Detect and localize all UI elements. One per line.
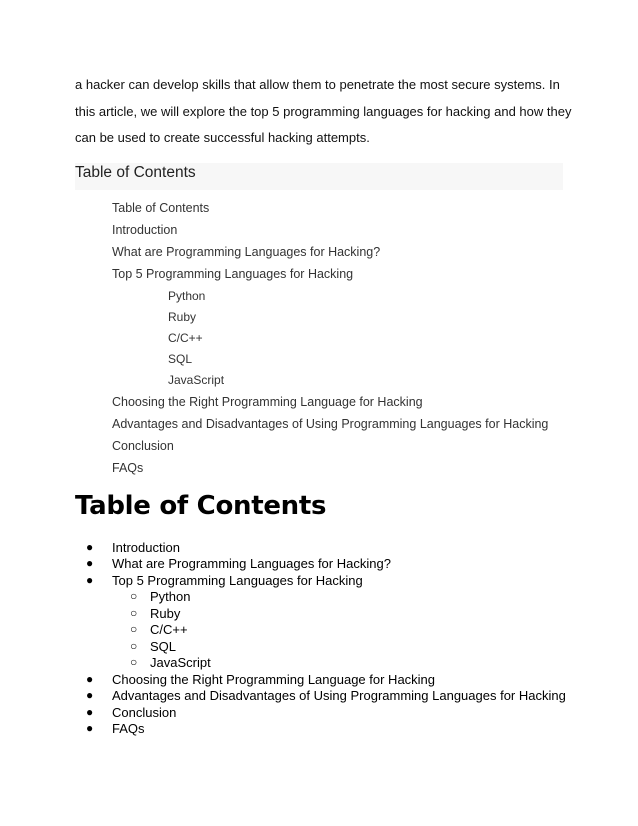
toc-link[interactable]: Advantages and Disadvantages of Using Programming Languages for Hacking [112,417,549,431]
bullet-text: FAQs [112,721,145,736]
bullet-text: SQL [150,639,177,654]
intro-line: a hacker can develop skills that allow them to penetrate the most secure systems. In [75,77,560,92]
bullet-text: JavaScript [150,655,211,670]
circle-bullet-icon: ○ [130,655,138,669]
sub-bullet-item [130,639,177,654]
bullet-item [86,721,145,736]
bullet-text: Conclusion [112,705,177,720]
bullet-item [86,556,391,571]
bullet-text: Python [150,589,191,604]
toc-sub-link[interactable]: Python [168,289,206,303]
bullet-text: Top 5 Programming Languages for Hacking [112,573,363,588]
bullet-item [86,540,180,555]
section-heading: Table of Contents [75,491,327,521]
bullet-icon: ● [86,688,94,702]
sub-bullet-item [130,622,188,637]
circle-bullet-icon: ○ [130,622,138,636]
toc-sub-link[interactable]: C/C++ [168,331,203,345]
bullet-text: Introduction [112,540,180,555]
sub-bullet-item [130,606,181,621]
toc-link[interactable]: Top 5 Programming Languages for Hacking [112,267,354,281]
toc-heading: Table of Contents [75,164,196,181]
toc-heading-box [75,163,563,190]
bullet-icon: ● [86,556,94,570]
bullet-text: What are Programming Languages for Hacking? [112,556,391,571]
bullet-icon: ● [86,573,94,587]
toc-link[interactable]: Introduction [112,223,178,237]
toc-link[interactable]: Choosing the Right Programming Language for Hacking [112,395,423,409]
circle-bullet-icon: ○ [130,639,138,653]
circle-bullet-icon: ○ [130,606,138,620]
sub-bullet-item [130,589,191,604]
bullet-text: Choosing the Right Programming Language for Hacking [112,672,436,687]
toc-sub-link[interactable]: SQL [168,352,193,366]
intro-paragraph [75,72,575,152]
toc-link[interactable]: Table of Contents [112,201,210,215]
bullet-item [86,688,566,703]
bullet-item [86,573,363,588]
bullet-icon: ● [86,672,94,686]
toc-link[interactable]: What are Programming Languages for Hacking? [112,245,381,259]
bullet-text: C/C++ [150,622,188,637]
intro-line: can be used to create successful hacking attempts. [75,130,370,145]
toc-sub-link[interactable]: JavaScript [168,373,225,387]
bullet-text: Advantages and Disadvantages of Using Programming Languages for Hacking [112,688,566,703]
toc-sub-link[interactable]: Ruby [168,310,197,324]
toc-link[interactable]: Conclusion [112,439,174,453]
bullet-text: Ruby [150,606,181,621]
intro-line: this article, we will explore the top 5 programming languages for hacking and how they [75,103,572,119]
circle-bullet-icon: ○ [130,589,138,603]
bullet-icon: ● [86,540,94,554]
bullet-icon: ● [86,721,94,735]
sub-bullet-item [130,655,211,670]
bullet-icon: ● [86,705,94,719]
bullet-item [86,705,177,720]
bullet-item [86,672,436,687]
toc-link[interactable]: FAQs [112,461,144,475]
